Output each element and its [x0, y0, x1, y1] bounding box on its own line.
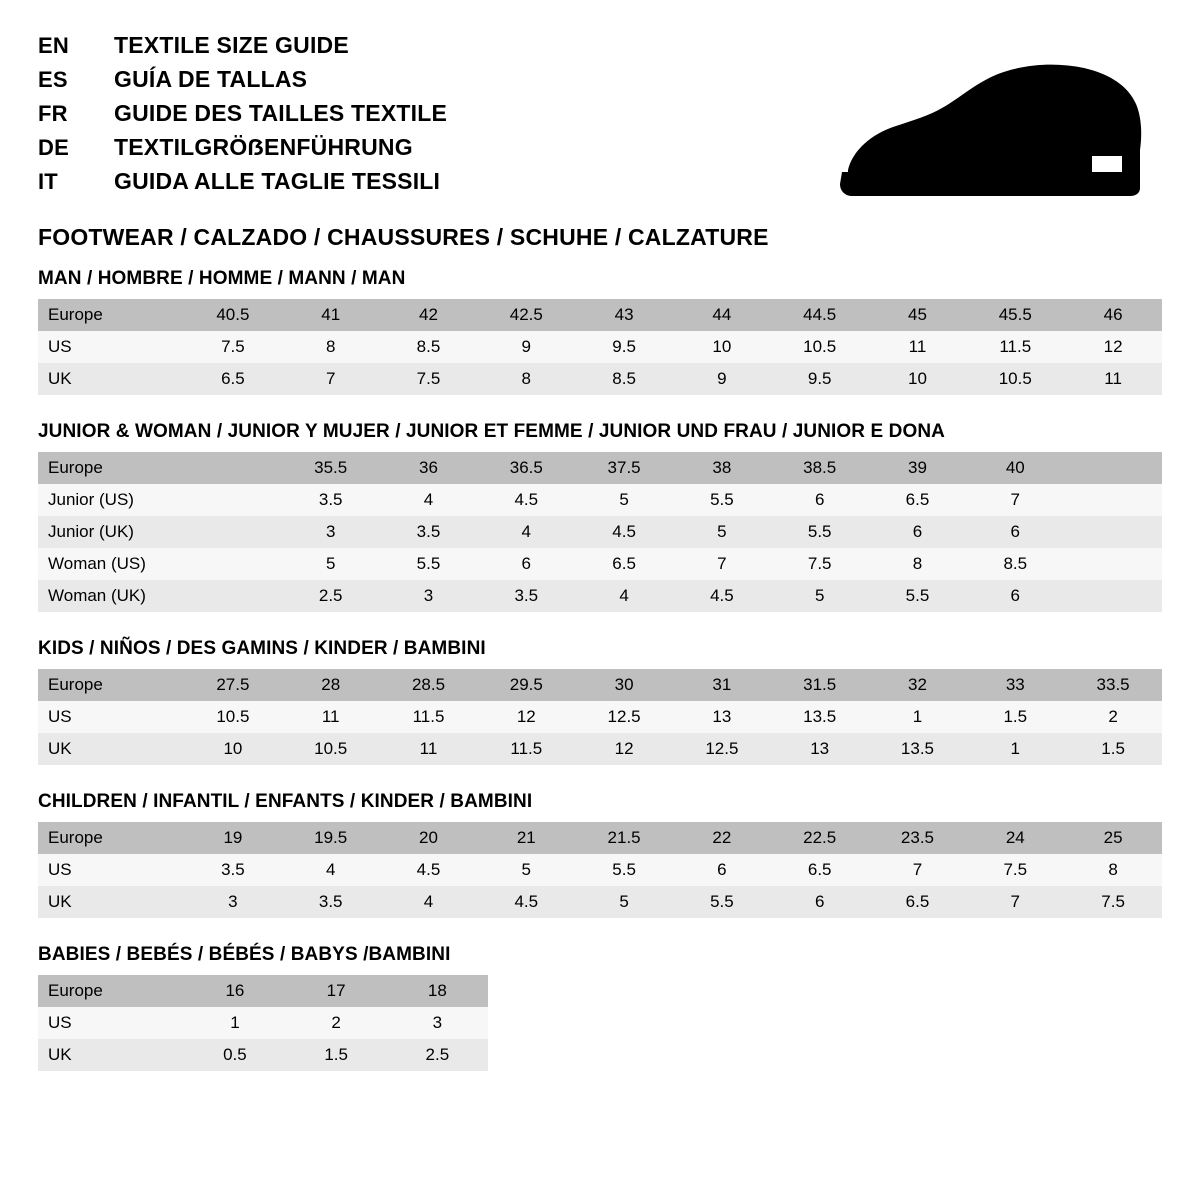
- table-row: [38, 701, 1162, 733]
- cell: 8: [869, 548, 967, 580]
- cell: 39: [869, 452, 967, 484]
- row-label: Junior (US): [38, 484, 184, 516]
- cell: 10: [869, 363, 967, 395]
- cell: 10.5: [966, 363, 1064, 395]
- cell: 36: [380, 452, 478, 484]
- row-label: UK: [38, 363, 184, 395]
- cell: 45: [869, 299, 967, 331]
- cell: 12: [477, 701, 575, 733]
- cell: 1.5: [1064, 733, 1162, 765]
- cell: 10: [184, 733, 282, 765]
- cell: 1.5: [286, 1039, 387, 1071]
- cell: 11: [1064, 363, 1162, 395]
- cell: 22: [673, 822, 771, 854]
- cell: 3.5: [282, 484, 380, 516]
- cell: [1064, 548, 1162, 580]
- table-row: [38, 331, 1162, 363]
- cell: 2: [286, 1007, 387, 1039]
- category-line: FOOTWEAR / CALZADO / CHAUSSURES / SCHUHE / CALZATURE: [38, 224, 769, 250]
- cell: 3: [380, 580, 478, 612]
- cell: 7.5: [966, 854, 1064, 886]
- cell: 22.5: [771, 822, 869, 854]
- cell: 11: [380, 733, 478, 765]
- cell: 30: [575, 669, 673, 701]
- cell: 31.5: [771, 669, 869, 701]
- cell: 12: [575, 733, 673, 765]
- section-kids: [38, 638, 1162, 765]
- cell: 6.5: [869, 886, 967, 918]
- cell: 27.5: [184, 669, 282, 701]
- cell: 5: [477, 854, 575, 886]
- cell: 7: [869, 854, 967, 886]
- section-title: JUNIOR & WOMAN / JUNIOR Y MUJER / JUNIOR ET FEMME / JUNIOR UND FRAU / JUNIOR E DONA: [38, 421, 946, 442]
- cell: 3.5: [477, 580, 575, 612]
- cell: 33: [966, 669, 1064, 701]
- cell: 4.5: [380, 854, 478, 886]
- cell: 2.5: [282, 580, 380, 612]
- cell: 42: [380, 299, 478, 331]
- row-label: UK: [38, 1039, 184, 1071]
- language-code: EN: [38, 33, 69, 58]
- table-row: [38, 580, 1162, 612]
- cell: 2: [1064, 701, 1162, 733]
- language-code: DE: [38, 135, 69, 160]
- cell: 13.5: [869, 733, 967, 765]
- table-row: [38, 363, 1162, 395]
- cell: 13.5: [771, 701, 869, 733]
- cell: 6: [673, 854, 771, 886]
- table-row: [38, 854, 1162, 886]
- cell: 19.5: [282, 822, 380, 854]
- cell: [1064, 484, 1162, 516]
- cell: 0.5: [184, 1039, 285, 1071]
- cell: 19: [184, 822, 282, 854]
- cell: 37.5: [575, 452, 673, 484]
- cell: 12: [1064, 331, 1162, 363]
- row-label: Europe: [38, 452, 184, 484]
- cell: [1064, 580, 1162, 612]
- section-babies: [38, 944, 1162, 1071]
- cell: 21.5: [575, 822, 673, 854]
- cell: 41: [282, 299, 380, 331]
- cell: [184, 580, 282, 612]
- cell: 10: [673, 331, 771, 363]
- cell: 44: [673, 299, 771, 331]
- cell: 7.5: [184, 331, 282, 363]
- table-row: [38, 733, 1162, 765]
- cell: 1: [966, 733, 1064, 765]
- cell: 5.5: [673, 886, 771, 918]
- cell: 18: [387, 975, 488, 1007]
- cell: 6.5: [869, 484, 967, 516]
- language-title: TEXTILE SIZE GUIDE: [114, 32, 349, 58]
- cell: 6: [477, 548, 575, 580]
- row-label: US: [38, 1007, 184, 1039]
- size-table-man: [38, 299, 1162, 395]
- cell: 29.5: [477, 669, 575, 701]
- cell: 5: [575, 886, 673, 918]
- section-children: [38, 791, 1162, 918]
- cell: 7.5: [380, 363, 478, 395]
- cell: 5.5: [771, 516, 869, 548]
- cell: 42.5: [477, 299, 575, 331]
- cell: 2.5: [387, 1039, 488, 1071]
- cell: 4.5: [477, 886, 575, 918]
- table-row: [38, 1039, 488, 1071]
- table-row: [38, 975, 488, 1007]
- cell: 7: [673, 548, 771, 580]
- cell: 40: [966, 452, 1064, 484]
- cell: [184, 452, 282, 484]
- row-label: Junior (UK): [38, 516, 184, 548]
- cell: 8: [1064, 854, 1162, 886]
- cell: 5.5: [869, 580, 967, 612]
- cell: 13: [673, 701, 771, 733]
- cell: 44.5: [771, 299, 869, 331]
- cell: 4: [477, 516, 575, 548]
- cell: 7.5: [771, 548, 869, 580]
- table-row: [38, 516, 1162, 548]
- row-label: Europe: [38, 822, 184, 854]
- cell: 6.5: [184, 363, 282, 395]
- cell: 9.5: [575, 331, 673, 363]
- cell: 10.5: [184, 701, 282, 733]
- cell: 24: [966, 822, 1064, 854]
- cell: 8.5: [575, 363, 673, 395]
- language-title: TEXTILGRÖẞENFÜHRUNG: [114, 134, 413, 160]
- cell: 11: [282, 701, 380, 733]
- cell: 6: [771, 484, 869, 516]
- row-label: Europe: [38, 975, 184, 1007]
- cell: 31: [673, 669, 771, 701]
- cell: 5: [282, 548, 380, 580]
- cell: 12.5: [673, 733, 771, 765]
- cell: 8: [282, 331, 380, 363]
- cell: 5.5: [575, 854, 673, 886]
- language-title: GUIDE DES TAILLES TEXTILE: [114, 100, 447, 126]
- section-title: BABIES / BEBÉS / BÉBÉS / BABYS /BAMBINI: [38, 944, 451, 965]
- row-label: UK: [38, 733, 184, 765]
- language-title: GUIDA ALLE TAGLIE TESSILI: [114, 168, 441, 194]
- cell: 4.5: [673, 580, 771, 612]
- cell: 7: [966, 484, 1064, 516]
- cell: 28: [282, 669, 380, 701]
- table-row: [38, 1007, 488, 1039]
- table-row: [38, 299, 1162, 331]
- cell: 3.5: [184, 854, 282, 886]
- cell: [184, 484, 282, 516]
- cell: 11: [869, 331, 967, 363]
- cell: 45.5: [966, 299, 1064, 331]
- cell: 4.5: [477, 484, 575, 516]
- cell: 3.5: [282, 886, 380, 918]
- cell: 8: [477, 363, 575, 395]
- cell: 38.5: [771, 452, 869, 484]
- cell: 46: [1064, 299, 1162, 331]
- cell: 6.5: [575, 548, 673, 580]
- cell: 1: [184, 1007, 285, 1039]
- size-table-babies: [38, 975, 488, 1071]
- cell: 7: [282, 363, 380, 395]
- size-table-junior-woman: [38, 452, 1162, 612]
- table-row: [38, 669, 1162, 701]
- cell: [1064, 516, 1162, 548]
- cell: 6: [869, 516, 967, 548]
- cell: 43: [575, 299, 673, 331]
- cell: 3: [387, 1007, 488, 1039]
- cell: 32: [869, 669, 967, 701]
- cell: 4.5: [575, 516, 673, 548]
- cell: 7.5: [1064, 886, 1162, 918]
- section-man: [38, 268, 1162, 395]
- page-header: [38, 32, 1162, 250]
- cell: 9: [477, 331, 575, 363]
- cell: 4: [575, 580, 673, 612]
- size-table-children: [38, 822, 1162, 918]
- row-label: Woman (US): [38, 548, 184, 580]
- cell: 4: [282, 854, 380, 886]
- cell: 38: [673, 452, 771, 484]
- cell: 5.5: [673, 484, 771, 516]
- cell: 5: [771, 580, 869, 612]
- section-junior-woman: [38, 421, 1162, 612]
- cell: 11.5: [380, 701, 478, 733]
- cell: 3.5: [380, 516, 478, 548]
- cell: 5: [575, 484, 673, 516]
- cell: 5.5: [380, 548, 478, 580]
- cell: 11.5: [477, 733, 575, 765]
- cell: 17: [286, 975, 387, 1007]
- section-title: KIDS / NIÑOS / DES GAMINS / KINDER / BAMBINI: [38, 638, 486, 659]
- row-label: Europe: [38, 299, 184, 331]
- cell: 12.5: [575, 701, 673, 733]
- language-code: FR: [38, 101, 68, 126]
- table-row: [38, 452, 1162, 484]
- cell: 6: [966, 580, 1064, 612]
- cell: 40.5: [184, 299, 282, 331]
- row-label: US: [38, 854, 184, 886]
- language-code: IT: [38, 169, 58, 194]
- cell: 36.5: [477, 452, 575, 484]
- cell: 5: [673, 516, 771, 548]
- cell: 23.5: [869, 822, 967, 854]
- cell: 7: [966, 886, 1064, 918]
- dress-shoe-icon: [792, 60, 1152, 210]
- cell: 9: [673, 363, 771, 395]
- cell: 4: [380, 886, 478, 918]
- cell: 6: [771, 886, 869, 918]
- row-label: US: [38, 701, 184, 733]
- cell: 35.5: [282, 452, 380, 484]
- size-table-kids: [38, 669, 1162, 765]
- cell: 13: [771, 733, 869, 765]
- table-row: [38, 822, 1162, 854]
- section-title: MAN / HOMBRE / HOMME / MANN / MAN: [38, 268, 406, 289]
- cell: 9.5: [771, 363, 869, 395]
- cell: 8.5: [380, 331, 478, 363]
- cell: 3: [282, 516, 380, 548]
- cell: 11.5: [966, 331, 1064, 363]
- table-row: [38, 548, 1162, 580]
- cell: 21: [477, 822, 575, 854]
- row-label: UK: [38, 886, 184, 918]
- table-row: [38, 886, 1162, 918]
- cell: [184, 548, 282, 580]
- table-row: [38, 484, 1162, 516]
- cell: 16: [184, 975, 285, 1007]
- row-label: US: [38, 331, 184, 363]
- row-label: Europe: [38, 669, 184, 701]
- cell: 10.5: [282, 733, 380, 765]
- cell: 33.5: [1064, 669, 1162, 701]
- cell: 25: [1064, 822, 1162, 854]
- section-title: CHILDREN / INFANTIL / ENFANTS / KINDER / BAMBINI: [38, 791, 533, 812]
- language-title: GUÍA DE TALLAS: [114, 66, 308, 92]
- cell: [1064, 452, 1162, 484]
- row-label: Woman (UK): [38, 580, 184, 612]
- cell: 6.5: [771, 854, 869, 886]
- cell: 28.5: [380, 669, 478, 701]
- cell: 1.5: [966, 701, 1064, 733]
- cell: 4: [380, 484, 478, 516]
- cell: 6: [966, 516, 1064, 548]
- cell: 20: [380, 822, 478, 854]
- language-code: ES: [38, 67, 68, 92]
- cell: 10.5: [771, 331, 869, 363]
- cell: 3: [184, 886, 282, 918]
- cell: 8.5: [966, 548, 1064, 580]
- cell: [184, 516, 282, 548]
- cell: 1: [869, 701, 967, 733]
